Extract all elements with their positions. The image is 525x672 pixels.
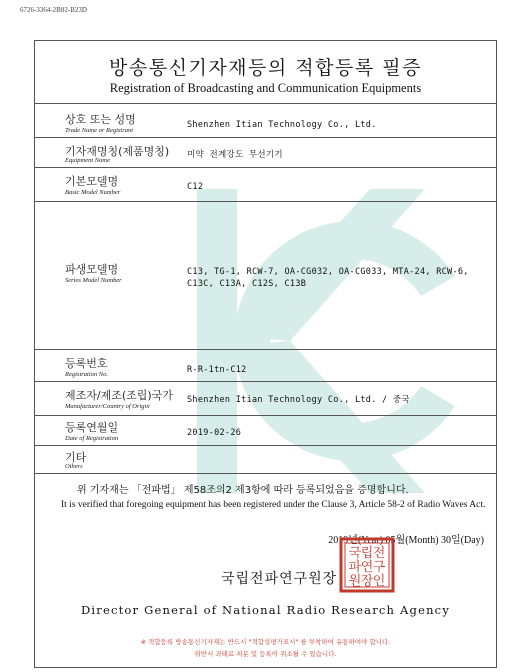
notice-line-2: 위반시 과태료 처분 및 등록이 취소될 수 있습니다.: [194, 650, 337, 658]
label-series-model: 파생모델명: [65, 263, 119, 276]
svg-text:국: 국: [348, 546, 362, 561]
label-others-en: Others: [65, 463, 83, 470]
document-id: 6726-3364-2B82-B23D: [20, 6, 87, 14]
divider: [35, 415, 496, 416]
svg-text:구: 구: [372, 560, 386, 575]
value-registration-no: R-R-1tn-C12: [187, 365, 247, 375]
title-english: Registration of Broadcasting and Communication Equipments: [109, 81, 422, 95]
svg-text:원: 원: [348, 574, 362, 589]
issue-date: 2019년(Year) 05월(Month) 30일(Day): [328, 535, 484, 546]
label-basic-model-en: Basic Model Number: [65, 189, 121, 196]
value-manufacturer: Shenzhen Itian Technology Co., Ltd. / 중국: [187, 395, 410, 405]
director-title-korean: 국립전파연구원장: [221, 571, 338, 587]
statement-korean: 위 기자재는 「전파법」 제58조의2 제3항에 따라 등록되었음을 증명합니다.: [77, 485, 409, 496]
label-manufacturer-en: Manufacturer/Country of Origin: [65, 403, 150, 410]
svg-text:인: 인: [372, 574, 386, 589]
label-manufacturer: 제조자/제조(조립)국가: [65, 389, 173, 402]
value-series-model: C13, TG-1, RCW-7, OA-CG032, OA-CG033, MTA-24, RCW-6, C13C, C13A, C12S, C13B: [187, 267, 469, 289]
svg-text:장: 장: [360, 574, 374, 589]
value-trade-name: Shenzhen Itian Technology Co., Ltd.: [187, 120, 377, 130]
value-equipment-name: 미약 전계강도 무선기기: [187, 150, 283, 160]
label-basic-model: 기본모델명: [65, 175, 119, 188]
divider: [35, 473, 496, 474]
label-registration-date: 등록연월일: [65, 421, 119, 434]
director-title-english: Director General of National Radio Research Agency: [80, 603, 451, 617]
divider: [35, 167, 496, 168]
official-seal: [339, 537, 395, 593]
divider: [35, 103, 496, 104]
svg-text:파: 파: [348, 560, 362, 575]
title-korean: 방송통신기자재등의 적합등록 필증: [109, 57, 422, 79]
divider: [35, 445, 496, 446]
label-equipment-name: 기자재명칭(제품명칭): [65, 145, 170, 158]
certificate-frame: [34, 40, 497, 668]
label-trade-name: 상호 또는 성명: [65, 113, 136, 126]
value-basic-model: C12: [187, 182, 204, 192]
label-others: 기타: [65, 451, 87, 464]
svg-text:립: 립: [360, 546, 374, 561]
kc-mark-watermark: [185, 181, 475, 501]
svg-text:연: 연: [360, 560, 374, 575]
svg-text:전: 전: [372, 546, 386, 561]
divider: [35, 349, 496, 350]
notice-line-1: ※ 적합등록 방송통신기자재는 반드시 "적합성평가표시" 를 부착하여 유통하여야 합니다.: [140, 638, 391, 646]
divider: [35, 201, 496, 202]
statement-english: It is verified that foregoing equipment has been registered under the Clause 3, Article 58-2 of Radio Waves Act.: [61, 500, 486, 510]
divider: [35, 381, 496, 382]
label-registration-no-en: Registration No.: [65, 371, 108, 378]
label-registration-date-en: Date of Registration: [65, 435, 119, 442]
label-trade-name-en: Trade Name or Registrant: [65, 127, 134, 134]
value-registration-date: 2019-02-26: [187, 428, 242, 438]
divider: [35, 137, 496, 138]
label-registration-no: 등록번호: [65, 357, 108, 370]
label-series-model-en: Series Model Number: [65, 277, 122, 284]
label-equipment-name-en: Equipment Name: [65, 157, 110, 164]
